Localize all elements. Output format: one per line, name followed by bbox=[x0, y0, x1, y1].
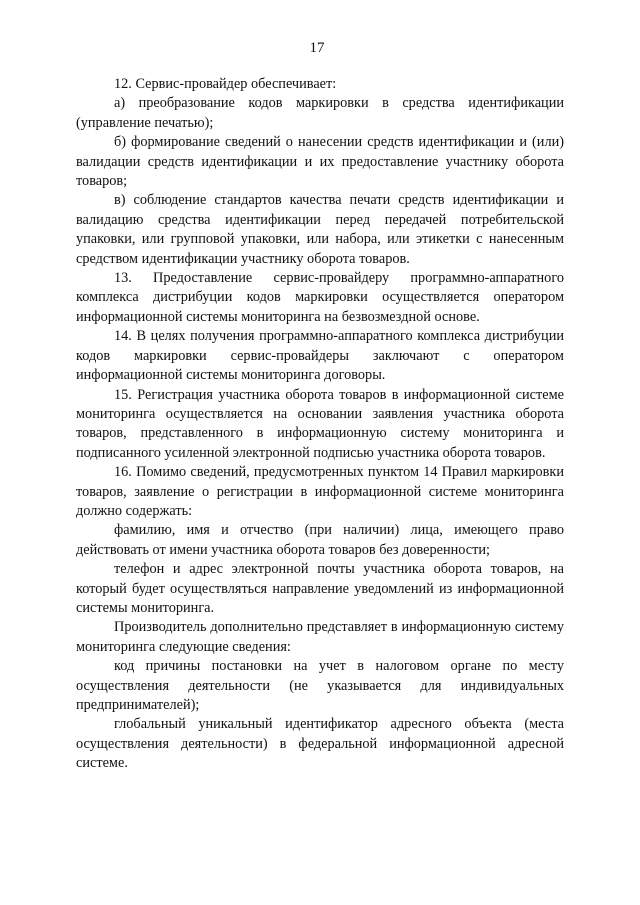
paragraph-16-name: фамилию, имя и отчество (при наличии) лица, имеющего право действовать от имени участника оборота товаров без доверенности; bbox=[76, 522, 564, 558]
paragraph-producer: Производитель дополнительно представляет в информационную систему мониторинга следующие сведения: bbox=[76, 619, 564, 655]
page-number: 17 bbox=[309, 40, 325, 56]
paragraph-12b: б) формирование сведений о нанесении средств идентификации и (или) валидации средств идентификации и их предоставление участнику оборота товаров; bbox=[76, 134, 564, 190]
paragraph-15: 15. Регистрация участника оборота товаров в информационной системе мониторинга осуществляется на основании заявления участника оборота товаров, представленного в информационную систему мониторинга и подписанного усиленной электронной подписью участника оборота товаров. bbox=[76, 386, 564, 461]
paragraph-12v: в) соблюдение стандартов качества печати средств идентификации и валидацию средства идентификации перед передачей потребительской упаковки, или групповой упаковки, или набора, или этикетки с нанесенным средством идентификации участнику оборота товаров. bbox=[76, 192, 564, 267]
document-page bbox=[76, 38, 564, 774]
paragraph-16-contacts: телефон и адрес электронной почты участника оборота товаров, на который будет осуществляться направление уведомлений из информационной системы мониторинга. bbox=[76, 561, 564, 616]
paragraph-16: 16. Помимо сведений, предусмотренных пунктом 14 Правил маркировки товаров, заявление о регистрации в информационной системе мониторинга должно содержать: bbox=[76, 464, 564, 519]
paragraph-producer-kpp: код причины постановки на учет в налоговом органе по месту осуществления деятельности (не указывается для индивидуальных предпринимателей); bbox=[76, 658, 564, 713]
paragraph-13: 13. Предоставление сервис-провайдеру программно-аппаратного комплекса дистрибуции кодов маркировки осуществляется оператором информационной системы мониторинга на безвозмездной основе. bbox=[76, 270, 564, 325]
paragraph-14: 14. В целях получения программно-аппаратного комплекса дистрибуции кодов маркировки сервис-провайдеры заключают с оператором информационной системы мониторинга договоры. bbox=[76, 328, 564, 384]
paragraph-12: 12. Сервис-провайдер обеспечивает: bbox=[114, 76, 337, 92]
paragraph-producer-guid: глобальный уникальный идентификатор адресного объекта (места осуществления деятельности) в федеральной информационной адресной системе. bbox=[76, 716, 564, 772]
paragraph-12a: а) преобразование кодов маркировки в средства идентификации (управление печатью); bbox=[76, 95, 564, 131]
